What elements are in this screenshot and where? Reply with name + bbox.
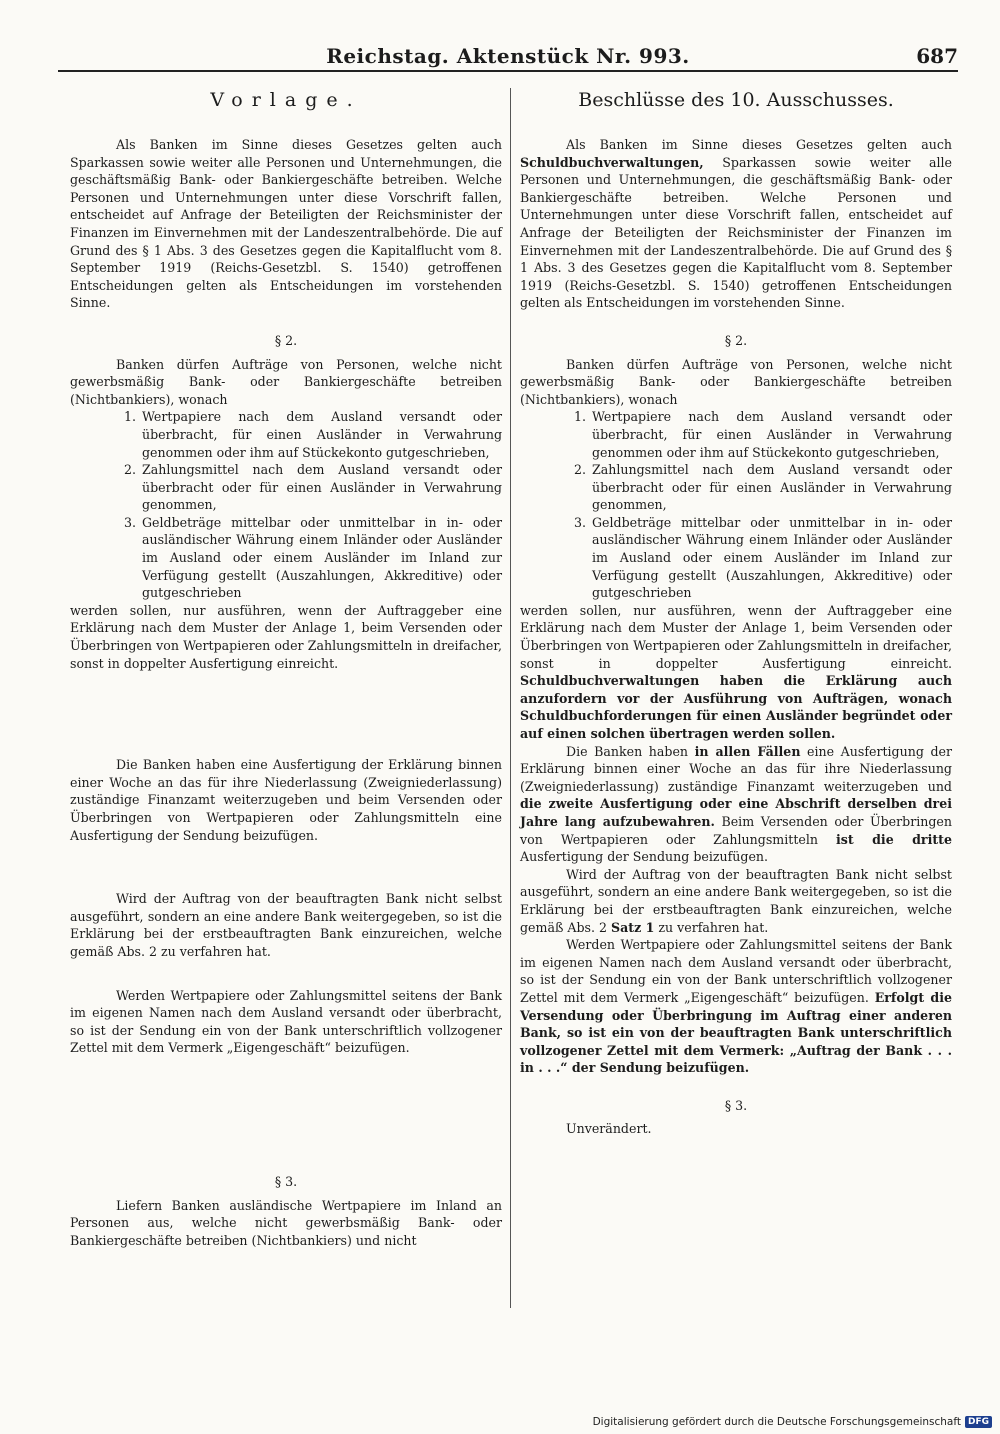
- right-paragraph-5: [520, 866, 952, 936]
- right-p4-text-a: Die Banken haben: [566, 743, 695, 759]
- left-section-2-heading: § 2.: [274, 332, 298, 348]
- left-list-item-3: 3. Geldbeträge mittelbar oder unmittelbar in in- oder ausländischer Währung einem Inländer oder Ausländer im Ausland oder einem Ausländer im Inland zur Verfügung gestellt (Auszahlungen, Akkreditive) oder gutgeschrieben: [140, 514, 502, 602]
- left-paragraph-6: Werden Wertpapiere oder Zahlungsmittel seitens der Bank im eigenen Namen nach dem Ausland versandt oder überbracht, so ist der Sendung ein von der Bank unterschriftlich vollzogener Zettel mit dem Vermerk „Eigengeschäft“ beizufügen.: [70, 987, 502, 1056]
- left-paragraph-7: Liefern Banken ausländische Wertpapiere im Inland an Personen aus, welche nicht gewerbsmäßig Bank- oder Bankiergeschäfte betreiben (Nichtbankiers) und nicht: [70, 1197, 502, 1248]
- right-p4-text-c: eine Ausfertigung der Erklärung binnen einer Woche an das für ihre Niederlassung (Zweigniederlassung) zuständige Finanzamt weiterzugeben und: [520, 743, 952, 794]
- left-item-list: [70, 408, 502, 602]
- right-paragraph-2: Banken dürfen Aufträge von Personen, welche nicht gewerbsmäßig Bank- oder Bankiergeschäfte betreiben (Nichtbankiers), wonach: [520, 356, 952, 407]
- left-column-vorlage: [70, 88, 502, 1249]
- right-p6-bold: Erfolgt die Versendung oder Überbringung im Auftrag einer anderen Bank, so ist ein von der beauftragten Bank unterschriftlich vollzogener Zettel mit dem Vermerk: „Auftrag der Bank . . . in . . .“ der Sendung beizufügen.: [520, 989, 952, 1076]
- right-p3-text: werden sollen, nur ausführen, wenn der Auftraggeber eine Erklärung nach dem Muster der Anlage 1, beim Versenden oder Überbringen von Wertpapieren oder Zahlungsmitteln in dreifacher, sonst in doppelter Ausfertigung einreicht.: [520, 602, 952, 671]
- right-list-item-1: 1. Wertpapiere nach dem Ausland versandt oder überbracht, für einen Ausländer in Verwahrung genommen oder ihm auf Stückekonto gutgeschrieben,: [590, 408, 952, 461]
- dfg-logo: DFG: [965, 1416, 992, 1428]
- right-column-beschluesse: [520, 88, 952, 1138]
- right-p3-bold: Schuldbuchverwaltungen haben die Erklärung auch anzufordern vor der Ausführung von Aufträgen, wonach Schuldbuchforderungen für einen Ausländer begründet oder auf einen solchen übertragen werden sollen.: [520, 673, 952, 741]
- right-paragraph-1: [520, 136, 952, 312]
- right-p4-text-e: Beim Versenden oder Überbringen von Wertpapieren oder Zahlungsmitteln: [520, 813, 952, 847]
- left-list-item-1: 1. Wertpapiere nach dem Ausland versandt oder überbracht, für einen Ausländer in Verwahrung genommen oder ihm auf Stückekonto gutgeschrieben,: [140, 408, 502, 461]
- right-paragraph-3: [520, 602, 952, 743]
- running-title: Reichstag. Aktenstück Nr. 993.: [326, 44, 690, 68]
- right-p5-text-a: Wird der Auftrag von der beauftragten Bank nicht selbst ausgeführt, sondern an eine andere Bank weitergegeben, so ist die Erklärung bei der erstbeauftragten Bank einzureichen, welche gemäß Abs. 2: [520, 866, 952, 935]
- right-list-item-2: 2. Zahlungsmittel nach dem Ausland versandt oder überbracht oder für einen Ausländer in Verwahrung genommen,: [590, 461, 952, 514]
- left-paragraph-5: Wird der Auftrag von der beauftragten Bank nicht selbst ausgeführt, sondern an eine andere Bank weitergegeben, so ist die Erklärung bei der erstbeauftragten Bank einzureichen, welche gemäß Abs. 2 zu verfahren hat.: [70, 891, 502, 959]
- right-p1-text-a: Als Banken im Sinne dieses Gesetzes gelten auch: [566, 137, 952, 152]
- left-paragraph-1: Als Banken im Sinne dieses Gesetzes gelten auch Sparkassen sowie weiter alle Personen und Unternehmungen, die geschäftsmäßig Bank- oder Bankiergeschäfte betreiben. Welche Personen und Unternehmungen unter diese Vorschrift fallen, entscheidet auf Anfrage der Beteiligten der Reichsminister der Finanzen im Einvernehmen mit der Landeszentralbehörde. Die auf Grund des § 1 Abs. 3 des Gesetzes gegen die Kapitalflucht vom 8. September 1919 (Reichs-Gesetzbl. S. 1540) getroffenen Entscheidungen gelten als Entscheidungen im vorstehenden Sinne.: [70, 137, 502, 311]
- right-p4-bold-2: die zweite Ausfertigung oder eine Abschrift derselben drei Jahre lang aufzubewahren.: [520, 796, 952, 829]
- left-paragraph-2: Banken dürfen Aufträge von Personen, welche nicht gewerbsmäßig Bank- oder Bankiergeschäfte betreiben (Nichtbankiers), wonach: [70, 356, 502, 407]
- right-item-list: [520, 408, 952, 602]
- right-p6-text-a: Werden Wertpapiere oder Zahlungsmittel seitens der Bank im eigenen Namen nach dem Ausland versandt oder überbracht, so ist der Sendung ein von der Bank unterschriftlich vollzogener Zettel mit dem Vermerk „Eigengeschäft“ beizufügen.: [520, 937, 952, 1005]
- left-section-3-heading: § 3.: [274, 1173, 298, 1189]
- right-paragraph-6: [520, 936, 952, 1077]
- right-p1-bold: Schuldbuchverwaltungen,: [520, 154, 704, 170]
- right-p4-text-g: Ausfertigung der Sendung beizufügen.: [520, 849, 769, 865]
- left-list-item-2: 2. Zahlungsmittel nach dem Ausland versandt oder überbracht oder für einen Ausländer in Verwahrung genommen,: [140, 461, 502, 514]
- right-paragraph-4: [520, 743, 952, 866]
- right-column-heading: Beschlüsse des 10. Ausschusses.: [578, 89, 894, 111]
- column-divider: [510, 88, 511, 1308]
- footer-credit: Digitalisierung gefördert durch die Deutsche Forschungsgemeinschaft: [592, 1416, 961, 1428]
- right-paragraph-7: Unverändert.: [566, 1121, 652, 1137]
- right-p4-bold-3: ist die dritte: [836, 831, 952, 847]
- right-p1-text-c: Sparkassen sowie weiter alle Personen und Unternehmungen, die geschäftsmäßig Bank- oder Bankiergeschäfte betreiben. Welche Personen und Unternehmungen unter diese Vorschrift fallen, entscheidet auf Anfrage der Beteiligten der Reichsminister der Finanzen im Einvernehmen mit der Landeszentralbehörde. Die auf Grund des § 1 Abs. 3 des Gesetzes gegen die Kapitalflucht vom 8. September 1919 (Reichs-Gesetzbl. S. 1540) getroffenen Entscheidungen gelten als Entscheidungen im vorstehenden Sinne.: [520, 154, 952, 311]
- right-p5-bold: Satz 1: [611, 919, 655, 935]
- page-footer: [593, 1416, 992, 1428]
- right-section-3-heading: § 3.: [724, 1097, 748, 1113]
- right-p5-text-c: zu verfahren hat.: [654, 919, 769, 935]
- left-paragraph-4: Die Banken haben eine Ausfertigung der Erklärung binnen einer Woche an das für ihre Niederlassung (Zweigniederlassung) zuständige Finanzamt weiterzugeben und beim Versenden oder Überbringen von Wertpapieren oder Zahlungsmitteln eine Ausfertigung der Sendung beizufügen.: [70, 757, 502, 843]
- left-column-heading: Vorlage.: [210, 89, 362, 111]
- right-p4-bold-1: in allen Fällen: [694, 743, 801, 759]
- left-paragraph-3: werden sollen, nur ausführen, wenn der Auftraggeber eine Erklärung nach dem Muster der Anlage 1, beim Versenden oder Überbringen von Wertpapieren oder Zahlungsmitteln in dreifacher, sonst in doppelter Ausfertigung einreicht.: [70, 602, 502, 671]
- page-number: 687: [916, 44, 958, 68]
- right-list-item-3: 3. Geldbeträge mittelbar oder unmittelbar in in- oder ausländischer Währung einem Inländer oder Ausländer im Ausland oder einem Ausländer im Inland zur Verfügung gestellt (Auszahlungen, Akkreditive) oder gutgeschrieben: [590, 514, 952, 602]
- right-section-2-heading: § 2.: [724, 332, 748, 348]
- header-rule: [58, 70, 958, 72]
